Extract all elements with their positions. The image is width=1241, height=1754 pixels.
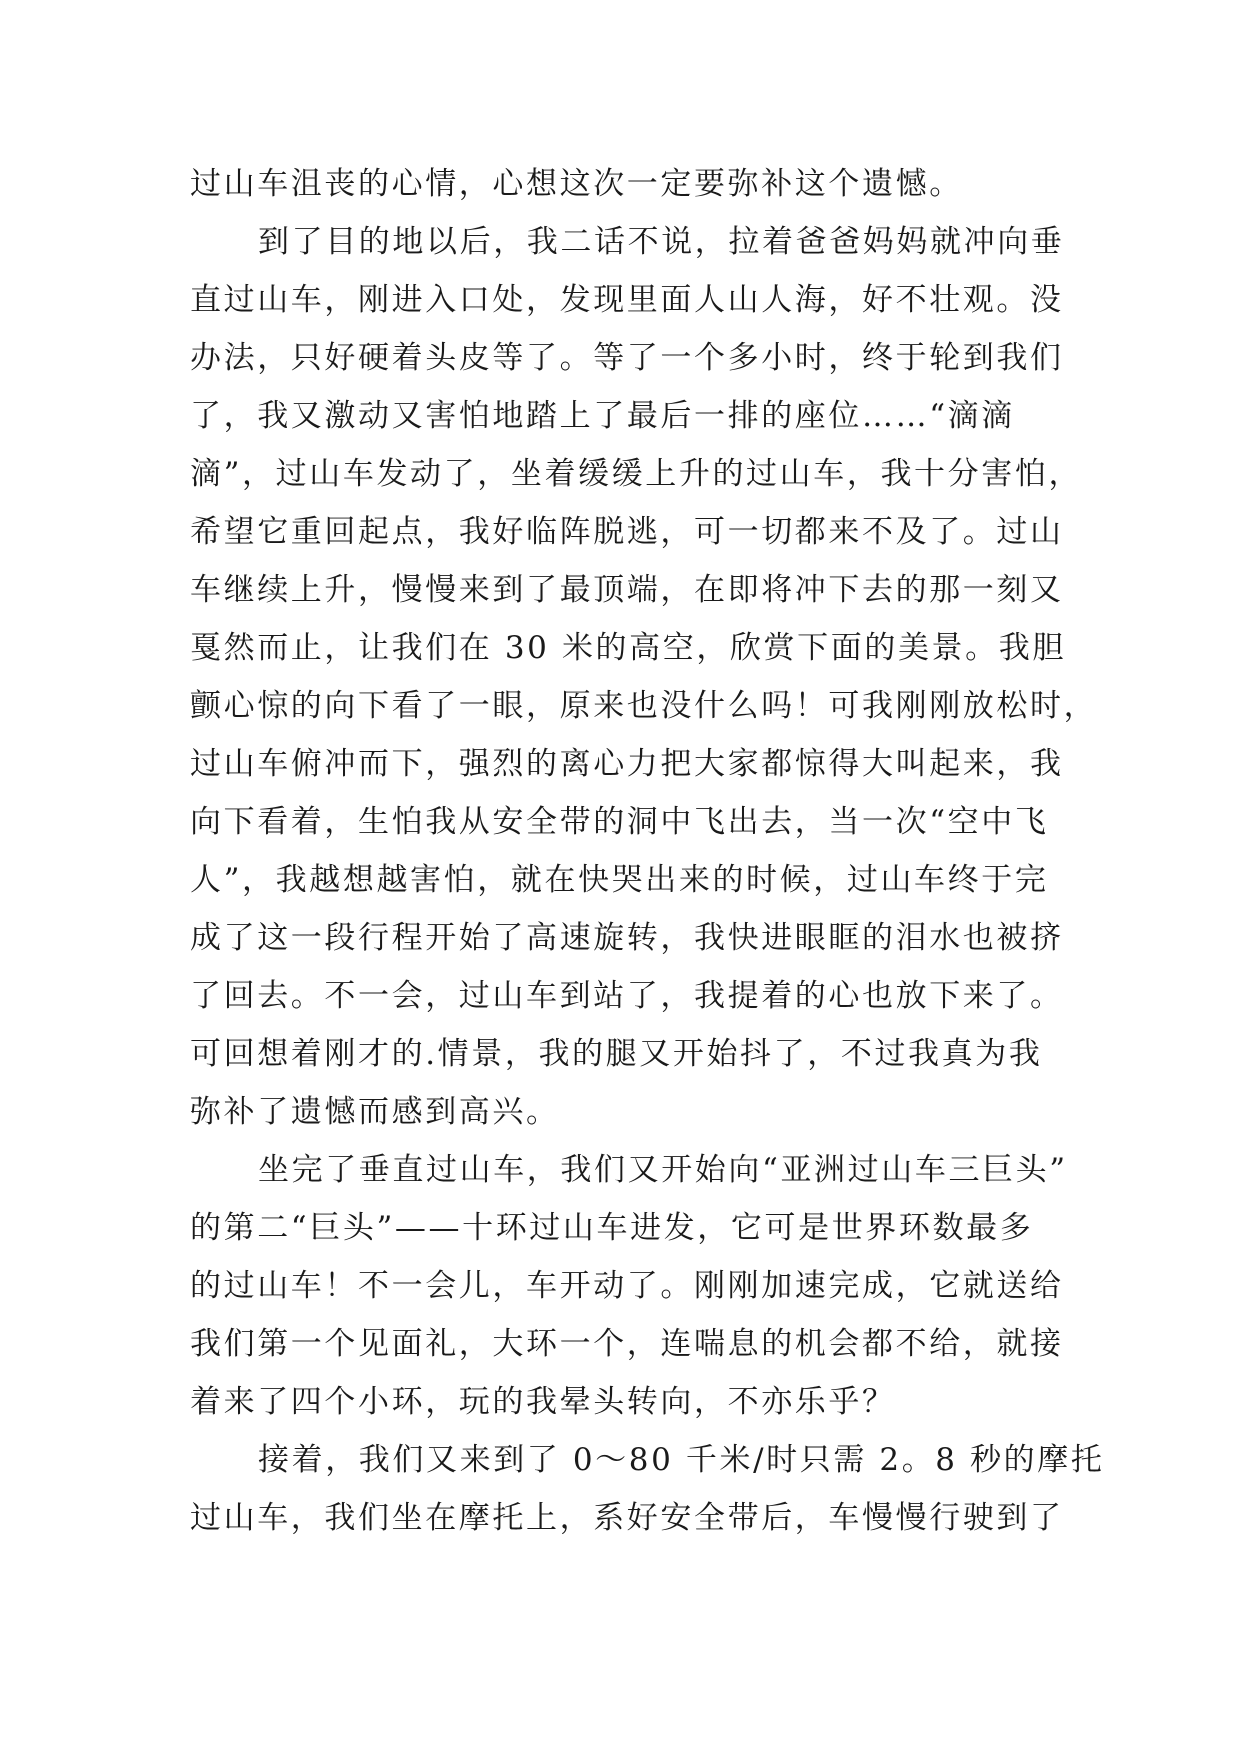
paragraph-start-line: 接着，我们又来到了 0～80 千米/时只需 2。8 秒的摩托 [258,1442,1105,1478]
text-line: 的过山车！不一会儿，车开动了。刚刚加速完成，它就送给 [190,1268,1064,1304]
text-line: 可回想着刚才的.情景，我的腿又开始抖了，不过我真为我 [190,1036,1043,1072]
text-line: 的第二“巨头”——十环过山车进发，它可是世界环数最多 [190,1210,1034,1246]
text-line: 滴”，过山车发动了，坐着缓缓上升的过山车，我十分害怕， [190,456,1083,492]
text-line: 我们第一个见面礼，大环一个，连喘息的机会都不给，就接 [190,1326,1064,1362]
text-line: 戛然而止，让我们在 30 米的高空，欣赏下面的美景。我胆 [190,630,1066,666]
text-line: 向下看着，生怕我从安全带的洞中飞出去，当一次“空中飞 [190,804,1049,840]
body-text [190,155,1105,1547]
text-line: 人”，我越想越害怕，就在快哭出来的时候，过山车终于完 [190,862,1049,898]
text-line: 了回去。不一会，过山车到站了，我提着的心也放下来了。 [190,978,1064,1014]
paragraph-start-line: 到了目的地以后，我二话不说，拉着爸爸妈妈就冲向垂 [258,224,1065,260]
text-line: 成了这一段行程开始了高速旋转，我快进眼眶的泪水也被挤 [190,920,1064,956]
text-line: 颤心惊的向下看了一眼，原来也没什么吗！可我刚刚放松时， [190,688,1098,724]
text-line: 过山车，我们坐在摩托上，系好安全带后，车慢慢行驶到了 [190,1500,1064,1536]
text-line: 希望它重回起点，我好临阵脱逃，可一切都来不及了。过山 [190,514,1064,550]
text-line: 弥补了遗憾而感到高兴。 [190,1094,560,1130]
text-line: 车继续上升，慢慢来到了最顶端，在即将冲下去的那一刻又 [190,572,1064,608]
paragraph-start-line: 坐完了垂直过山车，我们又开始向“亚洲过山车三巨头” [258,1152,1068,1188]
text-line: 直过山车，刚进入口处，发现里面人山人海，好不壮观。没 [190,282,1064,318]
text-line: 着来了四个小环，玩的我晕头转向，不亦乐乎？ [190,1384,896,1420]
text-line: 了，我又激动又害怕地踏上了最后一排的座位……“滴滴 [190,398,1015,434]
text-line: 过山车俯冲而下，强烈的离心力把大家都惊得大叫起来，我 [190,746,1064,782]
text-line: 过山车沮丧的心情，心想这次一定要弥补这个遗憾。 [190,166,963,202]
text-line: 办法，只好硬着头皮等了。等了一个多小时，终于轮到我们 [190,340,1064,376]
